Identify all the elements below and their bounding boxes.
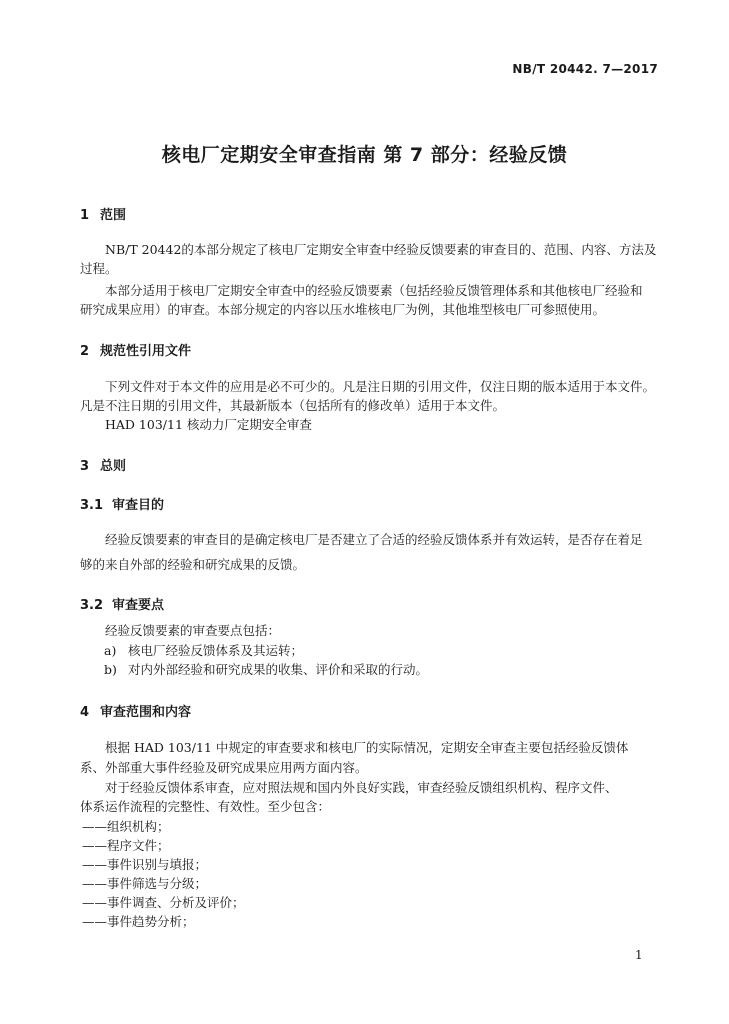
list-item [104, 642, 303, 660]
list-item: ——程序文件； [82, 838, 170, 853]
section-number: 2 [80, 344, 90, 359]
normative-reference: HAD 103/11 核动力厂定期安全审查 [105, 417, 312, 432]
section-title: 审查目的 [112, 498, 165, 513]
section-2-heading [80, 340, 191, 359]
list-text: 对内外部经验和研究成果的收集、评价和采取的行动。 [128, 662, 429, 677]
paragraph-line: 研究成果应用）的审查。本部分规定的内容以压水堆核电厂为例，其他堆型核电厂可参照使用。 [80, 302, 606, 317]
section-title: 审查要点 [112, 598, 165, 613]
section-4-heading [80, 701, 191, 720]
paragraph-line: 根据 HAD 103/11 中规定的审查要求和核电厂的实际情况，定期安全审查主要包括经验反馈体 [105, 740, 629, 755]
section-number: 3 [80, 459, 90, 474]
section-number: 3.2 [80, 598, 104, 613]
section-title: 范围 [100, 208, 127, 223]
subsection-3-1-heading [80, 494, 164, 513]
section-title: 审查范围和内容 [100, 705, 192, 720]
list-text: 核电厂经验反馈体系及其运转； [128, 643, 304, 658]
paragraph-line: 系、外部重大事件经验及研究成果应用两方面内容。 [80, 760, 368, 775]
section-number: 1 [80, 208, 90, 223]
list-item: ——事件筛选与分级； [82, 876, 208, 891]
document-title: 核电厂定期安全审查指南 第 7 部分：经验反馈 [161, 144, 568, 166]
paragraph-line: NB/T 20442的本部分规定了核电厂定期安全审查中经验反馈要素的审查目的、范围、内容、方法及 [105, 242, 657, 257]
paragraph-line: 够的来自外部的经验和研究成果的反馈。 [80, 557, 306, 572]
paragraph-line: 下列文件对于本文件的应用是必不可少的。凡是注日期的引用文件，仅注日期的版本适用于本文件。 [105, 379, 656, 394]
paragraph-line: 对于经验反馈体系审查，应对照法规和国内外良好实践，审查经验反馈组织机构、程序文件、 [105, 780, 618, 795]
list-marker: a) [104, 643, 117, 658]
list-item: ——事件调查、分析及评价； [82, 895, 245, 910]
paragraph-line: 体系运作流程的完整性、有效性。至少包含： [80, 799, 331, 814]
paragraph-line: 经验反馈要素的审查目的是确定核电厂是否建立了合适的经验反馈体系并有效运转，是否存在着足 [105, 532, 643, 547]
page-number: 1 [635, 948, 643, 962]
list-item: ——事件趋势分析； [82, 914, 195, 929]
paragraph-line: 过程。 [80, 261, 118, 276]
section-1-heading [80, 204, 126, 223]
list-item [104, 661, 428, 679]
list-item: ——组织机构； [82, 819, 170, 834]
paragraph-line: 经验反馈要素的审查要点包括： [105, 623, 281, 638]
standard-code: NB/T 20442. 7—2017 [512, 62, 658, 76]
paragraph-line: 凡是不注日期的引用文件，其最新版本（包括所有的修改单）适用于本文件。 [80, 398, 506, 413]
section-number: 3.1 [80, 498, 104, 513]
subsection-3-2-heading [80, 594, 164, 613]
list-item: ——事件识别与填报； [82, 857, 208, 872]
list-marker: b) [104, 662, 117, 677]
section-number: 4 [80, 705, 90, 720]
section-title: 总则 [100, 459, 127, 474]
paragraph-line: 本部分适用于核电厂定期安全审查中的经验反馈要素（包括经验反馈管理体系和其他核电厂经验和 [105, 283, 643, 298]
section-title: 规范性引用文件 [100, 344, 192, 359]
section-3-heading [80, 455, 126, 474]
